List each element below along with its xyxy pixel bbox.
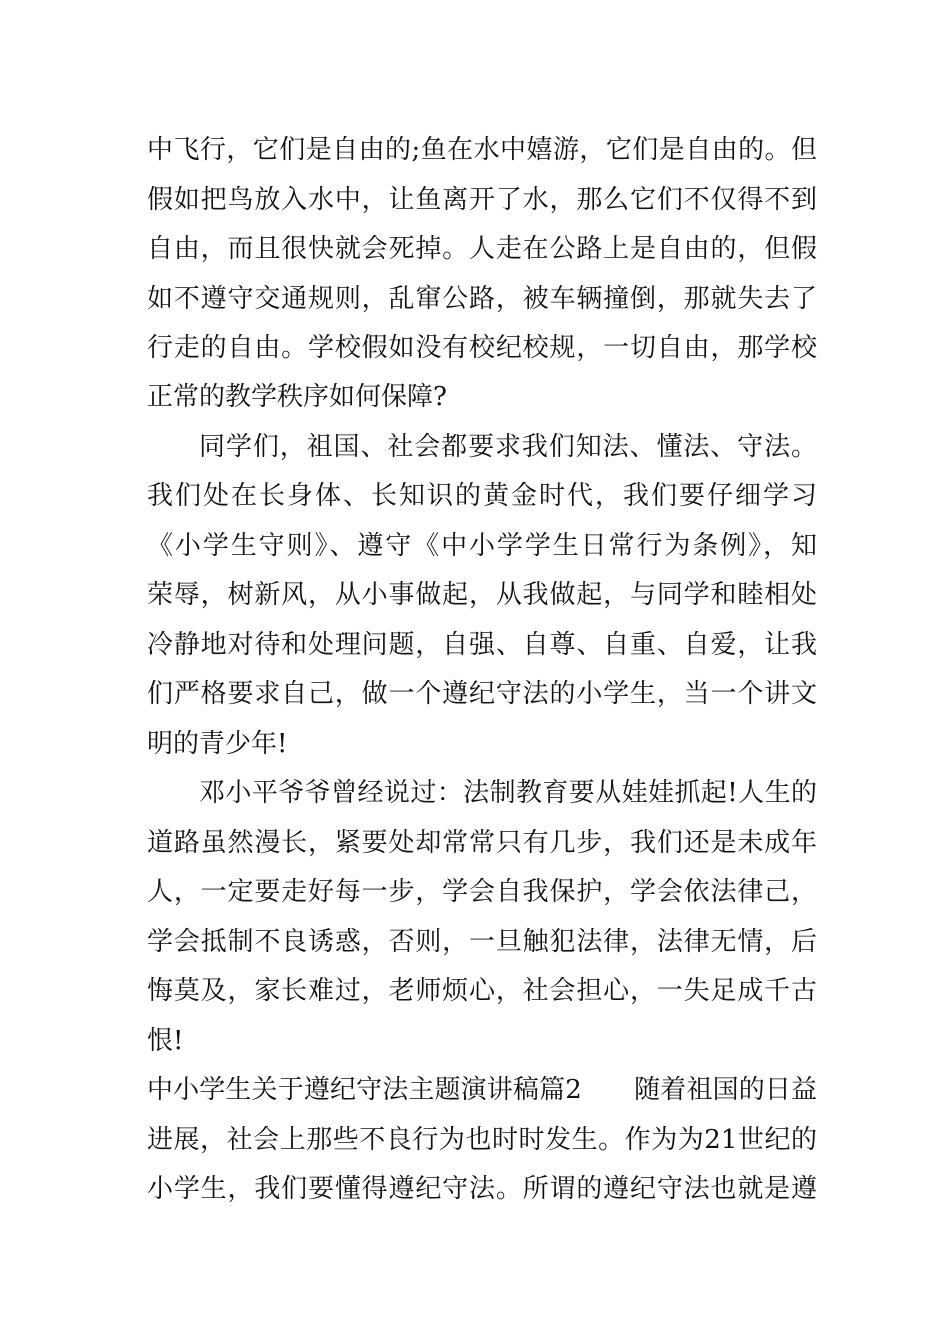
text-line: 如不遵守交通规则，乱窜公路，被车辆撞倒，那就失去了	[147, 284, 817, 314]
section-heading-line: 中小学生关于遵纪守法主题演讲稿篇2 随着祖国的日益	[147, 1075, 817, 1105]
text-line: 中飞行，它们是自由的;鱼在水中嬉游，它们是自由的。但	[147, 135, 817, 165]
text-line: 们严格要求自己，做一个遵纪守法的小学生，当一个讲文	[147, 679, 817, 709]
text-line: 正常的教学秩序如何保障?	[147, 382, 447, 412]
text-line: 假如把鸟放入水中，让鱼离开了水，那么它们不仅得不到	[147, 185, 817, 215]
text-line: 行走的自由。学校假如没有校纪校规，一切自由，那学校	[147, 333, 817, 363]
text-line: 悔莫及，家长难过，老师烦心，社会担心，一失足成千古	[147, 976, 817, 1006]
text-line: 学会抵制不良诱惑，否则，一旦触犯法律，法律无情，后	[147, 927, 817, 957]
text-line: 自由，而且很快就会死掉。人走在公路上是自由的，但假	[147, 234, 817, 264]
text-line: 荣辱，树新风，从小事做起，从我做起，与同学和睦相处	[147, 580, 817, 610]
text-line: 进展，社会上那些不良行为也时时发生。作为为21世纪的	[147, 1125, 817, 1155]
text-line: 人，一定要走好每一步，学会自我保护，学会依法律己，	[147, 877, 817, 907]
text-line: 道路虽然漫长，紧要处却常常只有几步，我们还是未成年	[147, 828, 817, 858]
text-line: 我们处在长身体、长知识的黄金时代，我们要仔细学习	[147, 481, 817, 511]
paragraph-first-line: 邓小平爷爷曾经说过：法制教育要从娃娃抓起!人生的	[199, 778, 817, 808]
text-line: 《小学生守则》、遵守《中小学学生日常行为条例》，知	[147, 531, 817, 561]
paragraph-first-line: 同学们，祖国、社会都要求我们知法、懂法、守法。	[199, 432, 817, 462]
text-line: 小学生，我们要懂得遵纪守法。所谓的遵纪守法也就是遵	[147, 1174, 817, 1204]
text-line: 恨!	[147, 1026, 184, 1056]
text-line: 冷静地对待和处理问题，自强、自尊、自重、自爱，让我	[147, 630, 817, 660]
text-line: 明的青少年!	[147, 729, 288, 759]
